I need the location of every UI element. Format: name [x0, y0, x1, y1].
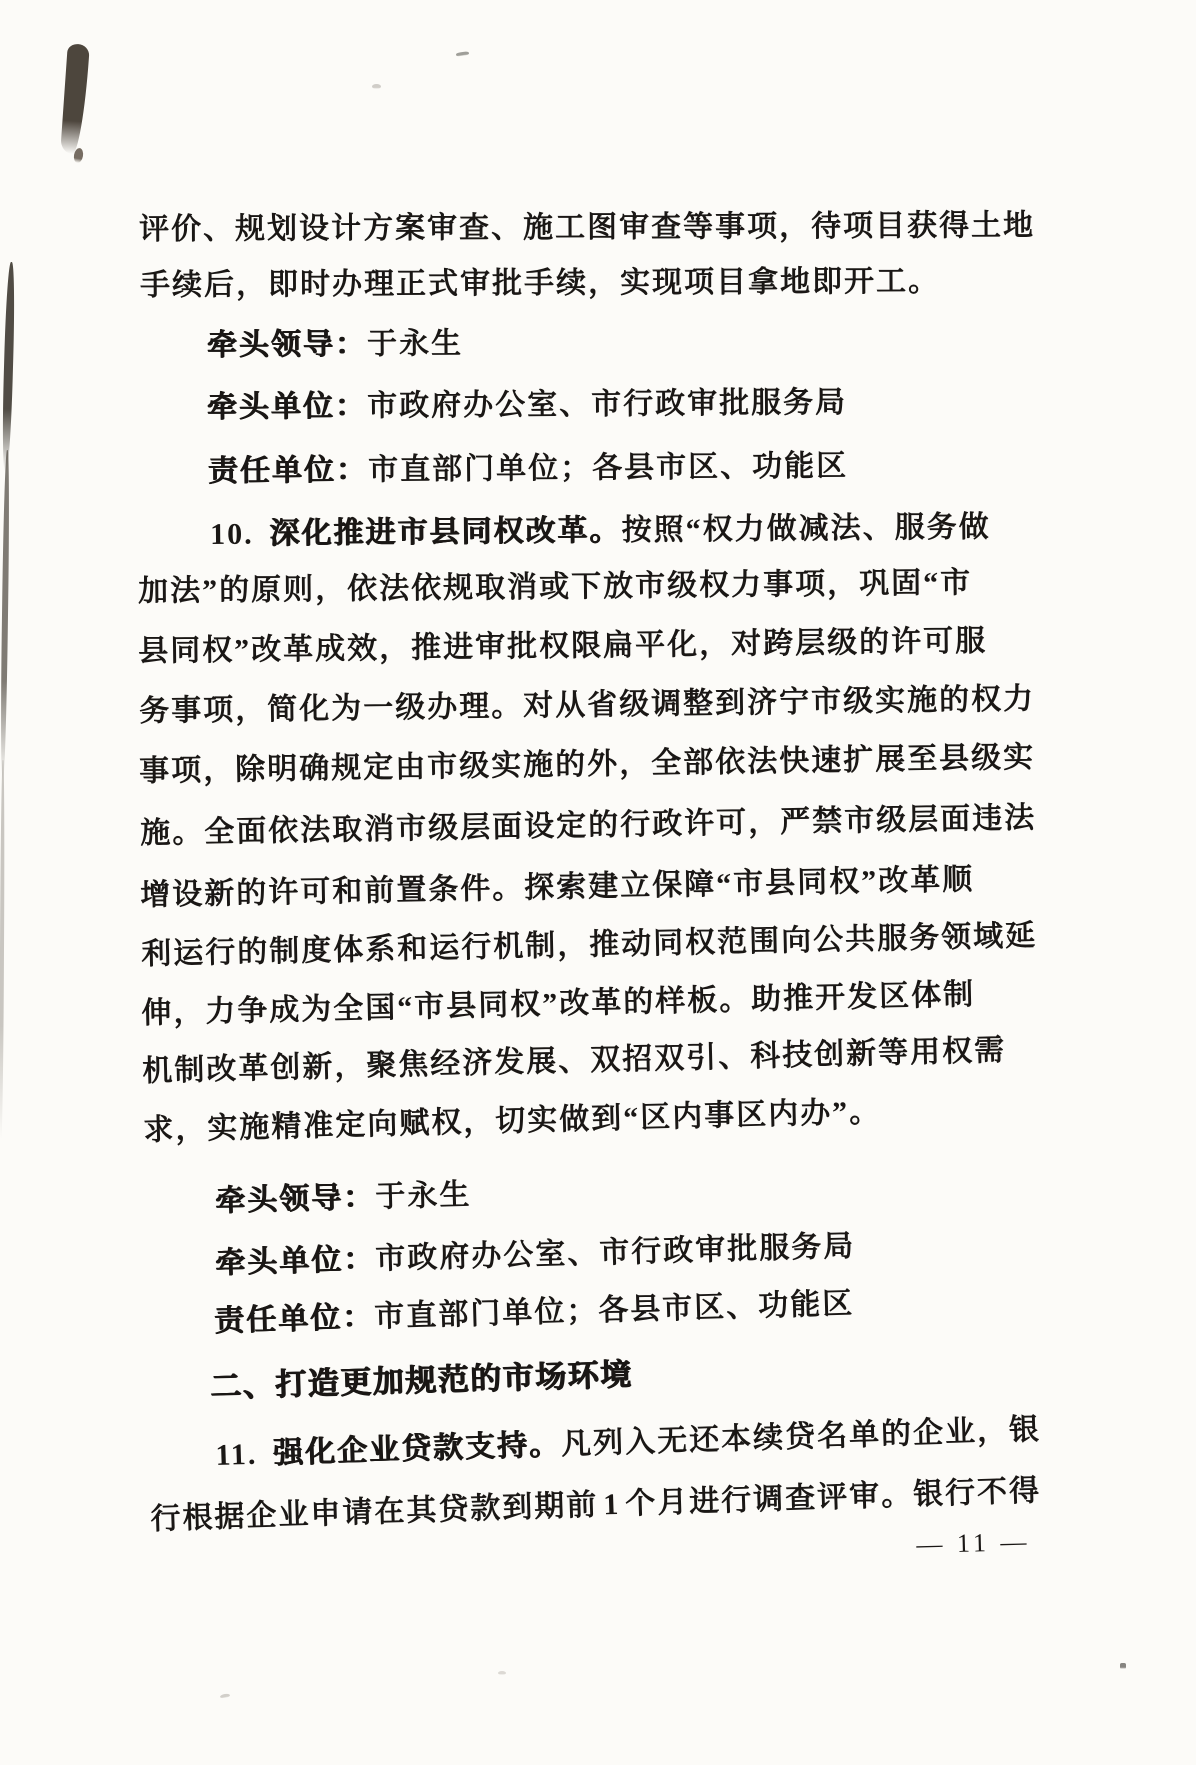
text-line [141, 919, 1038, 972]
text-run: 伸，力争成为全国“市县同权”改革的样板。助推开发区体制 [141, 978, 976, 1030]
text-run: 责任单位： [208, 453, 369, 488]
text-line [138, 625, 987, 669]
text-run: 行根据企业申请在其贷款到期前 [150, 1488, 599, 1536]
text-run: 二、打造更加规范的市场环境 [209, 1356, 634, 1404]
text-run: 县同权”改革成效，推进审批权限扁平化，对跨层级的许可服 [138, 624, 988, 668]
text-run: 责任单位： [214, 1300, 375, 1338]
text-run: 强化企业贷款支持。 [272, 1428, 562, 1471]
speck-upper-left-artifact [372, 84, 381, 89]
text-line [207, 386, 847, 425]
text-run: 市政府办公室、市行政审批服务局 [366, 385, 848, 423]
text-run: 牵头领导： [207, 327, 368, 362]
text-run: 机制改革创新，聚焦经济发展、双招双引、科技创新等用权需 [142, 1033, 1007, 1088]
text-line [141, 978, 976, 1031]
text-run: 市直部门单位；各县市区、功能区 [367, 449, 849, 487]
ink-blob-top-left-artifact [60, 43, 90, 154]
text-line [139, 209, 1035, 247]
speck-bottom-right-artifact [1120, 1663, 1126, 1669]
text-line [140, 801, 1036, 851]
text-run: 市直部门单位；各县市区、功能区 [373, 1287, 855, 1334]
text-run: 牵头单位： [207, 389, 368, 424]
text-line [208, 449, 848, 489]
left-edge-streak-bottom-artifact [0, 760, 5, 1140]
text-run: 增设新的许可和前置条件。探索建立保障“市县同权”改革顺 [140, 862, 975, 912]
ink-blob-tail-artifact [73, 147, 84, 163]
text-run: 务事项，简化为一级办理。对从省级调整到济宁市级实施的权力 [139, 682, 1036, 728]
left-edge-streak-top-artifact [1, 262, 16, 472]
text-line [207, 327, 463, 363]
section-heading [210, 1358, 633, 1404]
text-run: 凡列入无还本续贷名单的企业，银 [560, 1413, 1042, 1462]
text-run: 利运行的制度体系和运行机制，推动同权范围向公共服务领域延 [141, 919, 1038, 971]
text-run: 10. [210, 517, 254, 551]
text-line [214, 1287, 855, 1339]
text-run: 深化推进市县同权改革。 [269, 514, 622, 551]
text-line [140, 265, 940, 303]
text-line [143, 1095, 882, 1148]
text-run: 于永生 [366, 327, 464, 361]
text-line [139, 741, 1035, 789]
text-run: 手续后，即时办理正式审批手续，实现项目拿地即开工。 [140, 264, 941, 302]
text-run: 牵头领导： [215, 1180, 376, 1218]
text-run: 牵头单位： [215, 1242, 376, 1280]
text-line [139, 682, 1035, 729]
text-run: 加法”的原则，依法依规取消或下放市级权力事项，巩固“市 [138, 566, 973, 608]
text-run: 市政府办公室、市行政审批服务局 [374, 1229, 856, 1276]
text-run: 按照“权力做减法、服务做 [621, 510, 991, 548]
speck-bottom-mid-artifact [498, 1671, 506, 1675]
text-line [215, 1230, 856, 1281]
text-line [215, 1413, 1042, 1473]
text-line [150, 1474, 1042, 1537]
speck-top-center-artifact [456, 51, 469, 57]
text-run: 个月进行调查评审。银行不得 [624, 1474, 1042, 1521]
text-run: 事项，除明确规定由市级实施的外，全部依法快速扩展至县级实 [139, 740, 1036, 788]
left-edge-streak-mid-artifact [0, 450, 10, 780]
text-line [140, 863, 974, 913]
text-run: 1 [602, 1487, 621, 1522]
page-number: — 11 — [916, 1527, 1031, 1559]
text-line [215, 1178, 472, 1219]
text-run: 于永生 [374, 1178, 472, 1214]
text-run: 施。全面依法取消市级层面设定的行政许可，严禁市级层面违法 [140, 801, 1037, 850]
text-line [142, 1034, 1007, 1089]
text-run: 11. [215, 1437, 258, 1472]
speck-bottom-left-artifact [220, 1693, 231, 1699]
text-line [138, 566, 972, 609]
text-run: 求，实施精准定向赋权，切实做到“区内事区内办”。 [143, 1095, 882, 1147]
text-run: 评价、规划设计方案审查、施工图审查等事项，待项目获得土地 [139, 209, 1036, 246]
text-line [210, 511, 991, 552]
